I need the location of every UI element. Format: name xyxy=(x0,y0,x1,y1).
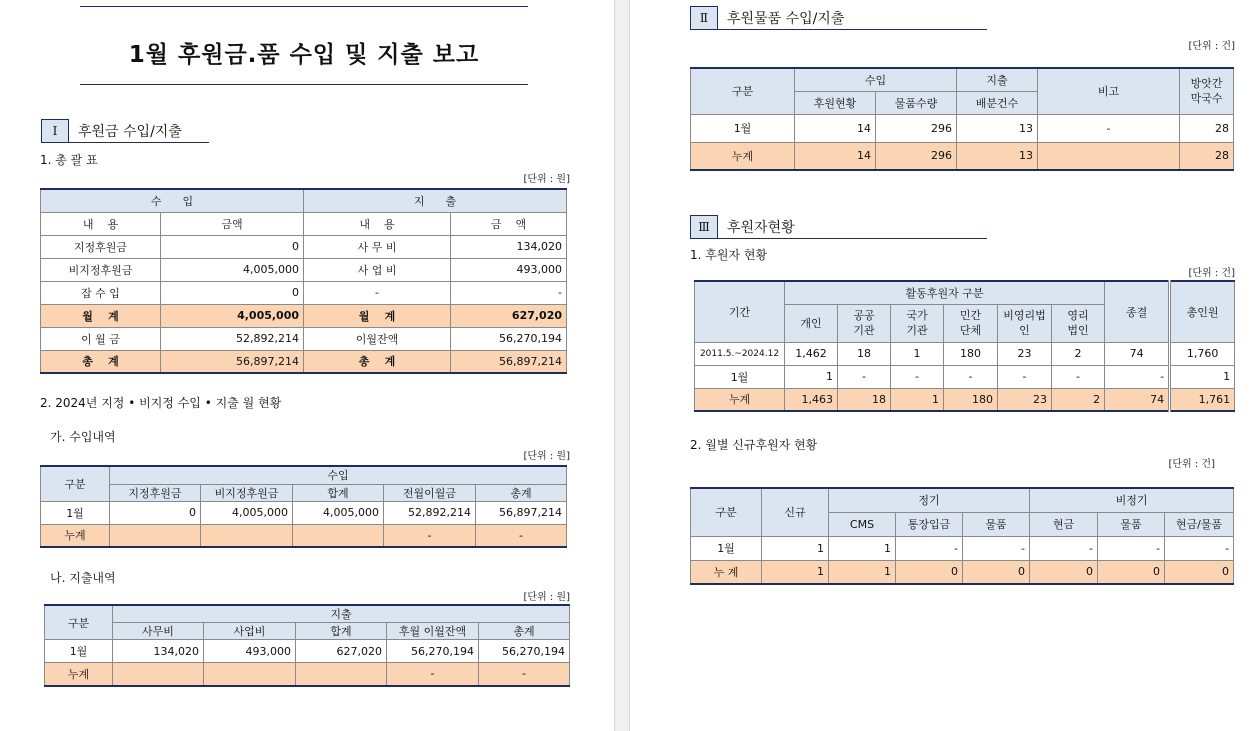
expense-col-header: 합계 xyxy=(296,623,387,640)
donors-cell: 1,761 xyxy=(1170,388,1235,411)
page-right xyxy=(630,0,1255,731)
donors-cell: 74 xyxy=(1105,388,1170,411)
summary-expense-item: 사 무 비 xyxy=(304,235,451,258)
income-unit: [단위 : 원] xyxy=(523,451,570,462)
donors-cell: 1 xyxy=(785,365,838,388)
donors-row xyxy=(695,365,1235,388)
goods-cell: - xyxy=(1038,114,1180,142)
goods-col-header: 후원현황 xyxy=(795,91,876,114)
goods-row-cumulative xyxy=(691,142,1234,170)
expense-cell: 493,000 xyxy=(204,640,296,663)
expense-cell: 627,020 xyxy=(296,640,387,663)
monthly-row xyxy=(691,536,1234,560)
summary-row-grand-total xyxy=(41,350,567,373)
donors-ended-header: 종결 xyxy=(1105,281,1170,342)
summary-income-item: 이 월 금 xyxy=(41,327,161,350)
expense-row xyxy=(45,640,570,663)
monthly-new-subtitle: 2. 월별 신규후원자 현황 xyxy=(690,438,818,452)
donors-cell: 18 xyxy=(838,342,891,365)
monthly-cell: 1 xyxy=(762,536,829,560)
goods-right-header: 방앗간 막국수 xyxy=(1180,68,1234,114)
donors-cell: 74 xyxy=(1105,342,1170,365)
expense-col-header: 사무비 xyxy=(113,623,204,640)
page-left xyxy=(0,0,614,731)
summary-expense-item: 이월잔액 xyxy=(304,327,451,350)
summary-row-monthly-total xyxy=(41,304,567,327)
income-row-label: 누계 xyxy=(41,524,110,547)
donors-cell: 180 xyxy=(944,342,998,365)
income-cell: 4,005,000 xyxy=(293,501,384,524)
donors-cell: - xyxy=(1105,365,1170,388)
donors-col-header: 비영리법 인 xyxy=(998,304,1052,342)
summary-expense-value: 56,897,214 xyxy=(451,350,567,373)
title-bottom-rule xyxy=(80,84,528,85)
expense-group-header: 지출 xyxy=(113,605,570,623)
goods-unit: [단위 : 건] xyxy=(1188,41,1235,52)
expense-cell xyxy=(113,663,204,686)
section-1-title: 후원금 수입/지출 xyxy=(78,123,182,140)
summary-expense-value: 56,270,194 xyxy=(451,327,567,350)
summary-income-value: 4,005,000 xyxy=(161,258,304,281)
expense-col-header: 총계 xyxy=(479,623,570,640)
title-top-rule xyxy=(80,6,528,7)
summary-unit: [단위 : 원] xyxy=(523,174,570,185)
donors-cell: 1,760 xyxy=(1170,342,1235,365)
expense-col-header: 후월 이월잔액 xyxy=(387,623,479,640)
summary-income-item: 잡 수 입 xyxy=(41,281,161,304)
goods-col-header: 배분건수 xyxy=(957,91,1038,114)
monthly-cell: - xyxy=(1165,536,1234,560)
monthly-new-header: 신규 xyxy=(762,488,829,536)
goods-cell: 296 xyxy=(876,142,957,170)
goods-cell: 14 xyxy=(795,114,876,142)
goods-table xyxy=(690,67,1234,171)
donors-unit: [단위 : 건] xyxy=(1188,268,1235,279)
goods-col-header: 물품수량 xyxy=(876,91,957,114)
income-row-cumulative xyxy=(41,524,567,547)
donors-row-label: 2011.5.~2024.12 xyxy=(695,342,785,365)
expense-row-label: 누계 xyxy=(45,663,113,686)
monthly-cell: - xyxy=(963,536,1030,560)
donors-row-label: 누계 xyxy=(695,388,785,411)
summary-expense-item: - xyxy=(304,281,451,304)
expense-unit: [단위 : 원] xyxy=(523,592,570,603)
summary-table xyxy=(40,188,567,374)
goods-row-label: 누계 xyxy=(691,142,795,170)
income-cell: - xyxy=(476,524,567,547)
expense-row-cumulative xyxy=(45,663,570,686)
section-3-title: 후원자현황 xyxy=(727,219,795,236)
page-title: 1월 후원금.품 수입 및 지출 보고 xyxy=(128,42,480,68)
summary-income-value: 52,892,214 xyxy=(161,327,304,350)
summary-col-amount: 금액 xyxy=(161,212,304,235)
summary-subtitle: 1. 총 괄 표 xyxy=(40,153,98,167)
donors-subtitle: 1. 후원자 현황 xyxy=(690,248,768,262)
income-col-header: 전월이월금 xyxy=(384,484,476,501)
goods-cell: 296 xyxy=(876,114,957,142)
donors-cell: 180 xyxy=(944,388,998,411)
donors-cell: 2 xyxy=(1052,388,1105,411)
income-row xyxy=(41,501,567,524)
donors-total-header: 총인원 xyxy=(1170,281,1235,342)
monthly-cell: 0 xyxy=(1098,560,1165,584)
monthly-cell: - xyxy=(1030,536,1098,560)
donors-row xyxy=(695,342,1235,365)
income-col-header: 지정후원금 xyxy=(110,484,201,501)
summary-col-item2: 내 용 xyxy=(304,212,451,235)
monthly-row-cumulative xyxy=(691,560,1234,584)
summary-row xyxy=(41,258,567,281)
donors-cell: 1,463 xyxy=(785,388,838,411)
summary-income-value: 56,897,214 xyxy=(161,350,304,373)
summary-expense-item: 사 업 비 xyxy=(304,258,451,281)
summary-expense-value: - xyxy=(451,281,567,304)
donors-cell: 1 xyxy=(891,342,944,365)
expense-col-header: 사업비 xyxy=(204,623,296,640)
donors-col-header: 개인 xyxy=(785,304,838,342)
goods-income-header: 수입 xyxy=(795,68,957,91)
summary-income-value: 0 xyxy=(161,281,304,304)
expense-cell: 134,020 xyxy=(113,640,204,663)
section-1-header xyxy=(41,119,209,143)
expense-details-subtitle: 나. 지출내역 xyxy=(50,571,116,585)
monthly-irregular-header: 비정기 xyxy=(1030,488,1234,512)
goods-row xyxy=(691,114,1234,142)
summary-income-item: 비지정후원금 xyxy=(41,258,161,281)
donors-cell: - xyxy=(998,365,1052,388)
monthly-col-header: 현금 xyxy=(1030,512,1098,536)
monthly-cell: 1 xyxy=(829,560,896,584)
donors-cell: 18 xyxy=(838,388,891,411)
goods-cell: 28 xyxy=(1180,114,1234,142)
summary-row xyxy=(41,327,567,350)
goods-cell: 28 xyxy=(1180,142,1234,170)
expense-row-label: 1월 xyxy=(45,640,113,663)
expense-cell: - xyxy=(479,663,570,686)
expense-cell: - xyxy=(387,663,479,686)
goods-cell xyxy=(1038,142,1180,170)
goods-row-label: 1월 xyxy=(691,114,795,142)
donors-period-header: 기간 xyxy=(695,281,785,342)
donors-col-header: 공공 기관 xyxy=(838,304,891,342)
donors-row-cumulative xyxy=(695,388,1235,411)
monthly-status-subtitle: 2. 2024년 지정 • 비지정 수입 • 지출 월 현황 xyxy=(40,396,282,410)
income-cell: 56,897,214 xyxy=(476,501,567,524)
summary-expense-header: 지 출 xyxy=(304,189,567,212)
goods-cell: 14 xyxy=(795,142,876,170)
summary-income-item: 총 계 xyxy=(41,350,161,373)
goods-gubun-header: 구분 xyxy=(691,68,795,114)
donors-cell: 1 xyxy=(1170,365,1235,388)
summary-row xyxy=(41,235,567,258)
monthly-cell: 0 xyxy=(896,560,963,584)
monthly-regular-header: 정기 xyxy=(829,488,1030,512)
income-cell: - xyxy=(384,524,476,547)
section-3-number: Ⅲ xyxy=(690,215,718,239)
income-col-header: 합계 xyxy=(293,484,384,501)
income-cell xyxy=(201,524,293,547)
monthly-row-label: 누 계 xyxy=(691,560,762,584)
monthly-cell: 0 xyxy=(1165,560,1234,584)
expense-table xyxy=(44,604,570,687)
summary-expense-value: 627,020 xyxy=(451,304,567,327)
monthly-cell: 1 xyxy=(762,560,829,584)
donors-cell: 23 xyxy=(998,342,1052,365)
section-3-header xyxy=(690,215,987,239)
income-cell: 0 xyxy=(110,501,201,524)
donors-cell: 1 xyxy=(891,388,944,411)
donors-group-header: 활동후원자 구분 xyxy=(785,281,1105,304)
donors-cell: 2 xyxy=(1052,342,1105,365)
donors-cell: 23 xyxy=(998,388,1052,411)
income-group-header: 수입 xyxy=(110,466,567,484)
section-2-title: 후원물품 수입/지출 xyxy=(727,10,845,27)
summary-expense-value: 134,020 xyxy=(451,235,567,258)
income-cell xyxy=(110,524,201,547)
goods-note-header: 비고 xyxy=(1038,68,1180,114)
donors-col-header: 국가 기관 xyxy=(891,304,944,342)
income-table xyxy=(40,465,567,548)
summary-income-value: 4,005,000 xyxy=(161,304,304,327)
summary-row xyxy=(41,281,567,304)
income-col-header: 총계 xyxy=(476,484,567,501)
income-gubun-header: 구분 xyxy=(41,466,110,501)
monthly-new-unit: [단위 : 건] xyxy=(1168,459,1215,470)
summary-income-header: 수 입 xyxy=(41,189,304,212)
monthly-cell: - xyxy=(896,536,963,560)
goods-expense-header: 지출 xyxy=(957,68,1038,91)
donors-cell: 1,462 xyxy=(785,342,838,365)
donors-col-header: 영리 법인 xyxy=(1052,304,1105,342)
donors-cell: - xyxy=(944,365,998,388)
monthly-col-header: 현금/물품 xyxy=(1165,512,1234,536)
section-2-header xyxy=(690,6,987,30)
summary-col-amount2: 금 액 xyxy=(451,212,567,235)
monthly-col-header: CMS xyxy=(829,512,896,536)
summary-income-item: 지정후원금 xyxy=(41,235,161,258)
monthly-new-table xyxy=(690,487,1234,585)
summary-income-item: 월 계 xyxy=(41,304,161,327)
income-row-label: 1월 xyxy=(41,501,110,524)
monthly-cell: - xyxy=(1098,536,1165,560)
section-1-number: Ⅰ xyxy=(41,119,69,143)
income-cell xyxy=(293,524,384,547)
donors-cell: - xyxy=(838,365,891,388)
monthly-col-header: 물품 xyxy=(963,512,1030,536)
income-cell: 52,892,214 xyxy=(384,501,476,524)
goods-cell: 13 xyxy=(957,114,1038,142)
summary-expense-item: 월 계 xyxy=(304,304,451,327)
donors-cell: - xyxy=(891,365,944,388)
monthly-cell: 1 xyxy=(829,536,896,560)
donors-cell: - xyxy=(1052,365,1105,388)
summary-expense-value: 493,000 xyxy=(451,258,567,281)
section-2-number: Ⅱ xyxy=(690,6,718,30)
expense-gubun-header: 구분 xyxy=(45,605,113,640)
expense-cell: 56,270,194 xyxy=(387,640,479,663)
expense-cell xyxy=(204,663,296,686)
income-cell: 4,005,000 xyxy=(201,501,293,524)
monthly-cell: 0 xyxy=(1030,560,1098,584)
monthly-cell: 0 xyxy=(963,560,1030,584)
income-details-subtitle: 가. 수입내역 xyxy=(50,430,116,444)
donors-row-label: 1월 xyxy=(695,365,785,388)
monthly-gubun-header: 구분 xyxy=(691,488,762,536)
donors-table xyxy=(694,280,1235,412)
goods-cell: 13 xyxy=(957,142,1038,170)
income-col-header: 비지정후원금 xyxy=(201,484,293,501)
donors-col-header: 민간 단체 xyxy=(944,304,998,342)
monthly-row-label: 1월 xyxy=(691,536,762,560)
page-gutter xyxy=(614,0,630,731)
summary-income-value: 0 xyxy=(161,235,304,258)
expense-cell: 56,270,194 xyxy=(479,640,570,663)
summary-col-item: 내 용 xyxy=(41,212,161,235)
summary-expense-item: 총 계 xyxy=(304,350,451,373)
monthly-col-header: 통장입금 xyxy=(896,512,963,536)
monthly-col-header: 물품 xyxy=(1098,512,1165,536)
expense-cell xyxy=(296,663,387,686)
